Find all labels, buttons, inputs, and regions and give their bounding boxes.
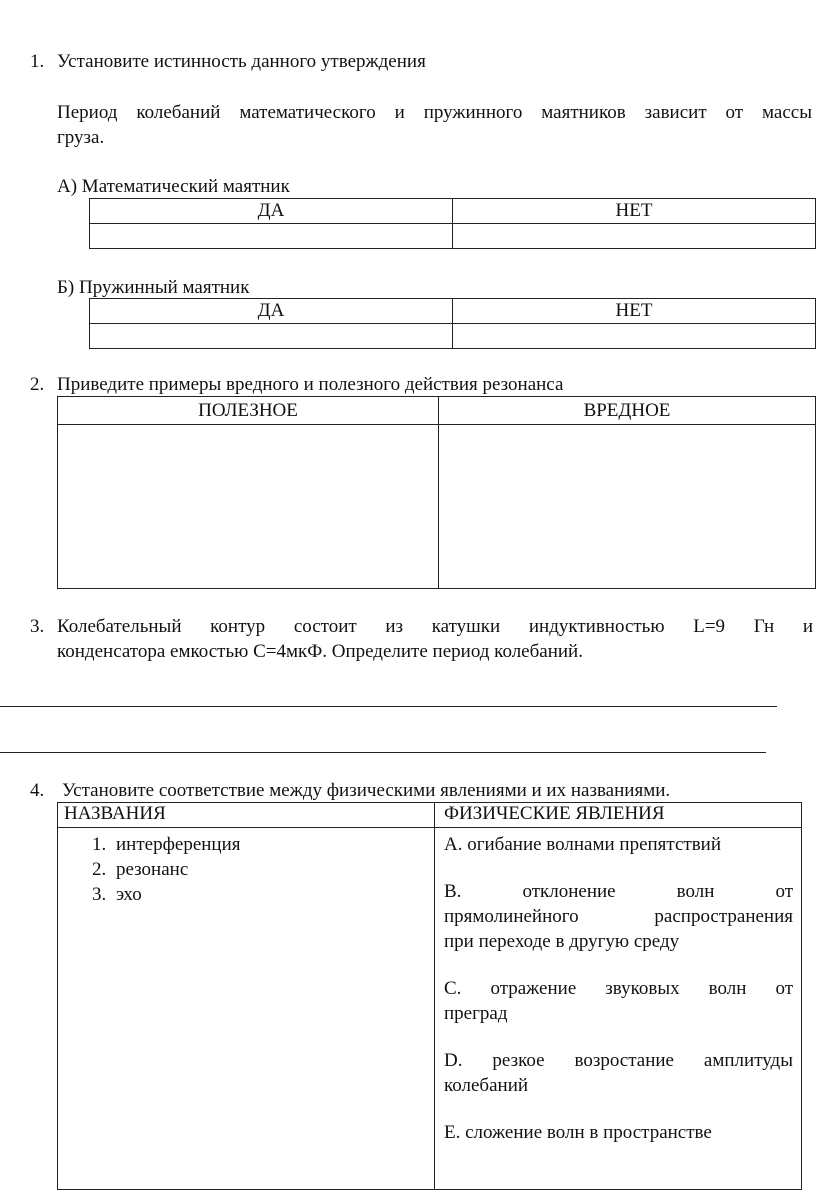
q3-answer-line-1[interactable]: [0, 706, 777, 707]
q1-part-a-label: А) Математический маятник: [57, 176, 290, 197]
q4-phenomenon-e: Е. сложение волн в пространстве: [444, 1122, 712, 1143]
q1-number: 1.: [30, 51, 45, 72]
q1-part-b-table: [89, 298, 816, 349]
q3-line2: конденсатора емкостью С=4мкФ. Определите период колебаний.: [57, 641, 583, 662]
q4-name-number: 2.: [92, 859, 107, 880]
q4-name-text: интерференция: [116, 834, 241, 855]
q3-line1: Колебательный контур состоит из катушки индуктивностью L=9 Гн и: [57, 616, 813, 637]
q1-a-answer-no-cell[interactable]: [453, 224, 816, 249]
q1-statement-line1: Период колебаний математического и пружинного маятников зависит от массы: [57, 102, 812, 123]
q4-phenomenon-c-line2: преград: [444, 1003, 508, 1024]
q1-a-header-yes: ДА: [90, 199, 453, 224]
q1-b-header-yes: ДА: [90, 299, 453, 324]
q4-name-text: резонанс: [116, 859, 189, 880]
q4-names-cell: [58, 828, 435, 1190]
q1-b-answer-no-cell[interactable]: [453, 324, 816, 349]
q4-phenomenon-a: А. огибание волнами препятствий: [444, 834, 722, 855]
q4-title: Установите соответствие между физическими явлениями и их названиями.: [62, 780, 671, 801]
q4-name-item: [58, 832, 434, 857]
q4-name-item: [58, 857, 434, 882]
q4-phenomenon-b-line1: В. отклонение волн от: [444, 881, 793, 902]
q4-header-names: НАЗВАНИЯ: [58, 803, 435, 828]
q4-phenomenon-b-line2: прямолинейного распространения: [444, 906, 793, 927]
q4-number: 4.: [30, 780, 45, 801]
q2-header-useful: ПОЛЕЗНОЕ: [58, 397, 439, 425]
q1-b-header-no: НЕТ: [453, 299, 816, 324]
q1-a-header-no: НЕТ: [453, 199, 816, 224]
q3-number: 3.: [30, 616, 45, 637]
q4-phenomenon-b-line3: при переходе в другую среду: [444, 931, 680, 952]
q2-table: [57, 396, 816, 589]
q1-b-answer-yes-cell[interactable]: [90, 324, 453, 349]
q4-name-number: 1.: [92, 834, 107, 855]
q4-phenomenon-d-line1: D. резкое возростание амплитуды: [444, 1050, 793, 1071]
q4-header-phenomena: ФИЗИЧЕСКИЕ ЯВЛЕНИЯ: [435, 803, 802, 828]
q1-statement-line2: груза.: [57, 127, 105, 148]
q4-name-item: [58, 882, 434, 907]
q4-name-text: эхо: [116, 884, 142, 905]
q2-header-harmful: ВРЕДНОЕ: [439, 397, 816, 425]
q1-part-a-table: [89, 198, 816, 249]
q1-a-answer-yes-cell[interactable]: [90, 224, 453, 249]
q1-title: Установите истинность данного утверждения: [57, 51, 426, 72]
q4-phenomenon-d-line2: колебаний: [444, 1075, 529, 1096]
q1-part-b-label: Б) Пружинный маятник: [57, 277, 250, 298]
q2-harmful-answer-cell[interactable]: [439, 425, 816, 589]
q3-answer-line-2[interactable]: [0, 752, 766, 753]
q2-useful-answer-cell[interactable]: [58, 425, 439, 589]
q4-name-number: 3.: [92, 884, 107, 905]
q2-title: Приведите примеры вредного и полезного действия резонанса: [57, 374, 564, 395]
q4-phenomenon-c-line1: С. отражение звуковых волн от: [444, 978, 793, 999]
q2-number: 2.: [30, 374, 45, 395]
q4-table: [57, 802, 802, 1190]
q4-phenomena-cell: [435, 828, 802, 1190]
